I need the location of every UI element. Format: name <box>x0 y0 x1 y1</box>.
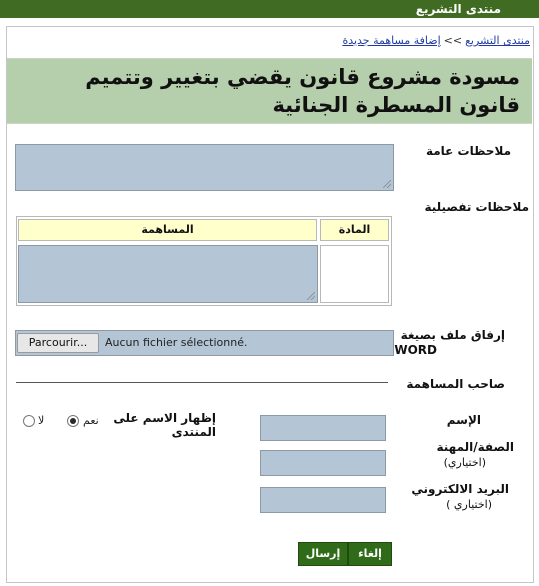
role-input[interactable] <box>260 450 386 476</box>
section-divider <box>16 382 388 383</box>
general-notes-textarea[interactable] <box>15 144 394 191</box>
cancel-button[interactable]: إلغاء <box>348 542 392 566</box>
radio-yes[interactable] <box>67 415 79 427</box>
name-label: الإسم <box>446 413 481 427</box>
file-status-text: Aucun fichier sélectionné. <box>105 336 248 349</box>
name-input[interactable] <box>260 415 386 441</box>
author-section-title: صاحب المساهمة <box>406 377 505 391</box>
attach-label: إرفاق ملف بصيغة <box>400 328 505 342</box>
general-notes-label: ملاحظات عامة <box>425 144 511 158</box>
table-header-article: المادة <box>320 219 389 241</box>
contribution-textarea[interactable] <box>18 245 318 303</box>
radio-yes-label: نعم <box>83 414 99 427</box>
breadcrumb-current-link[interactable]: إضافة مساهمة جديدة <box>342 34 441 47</box>
radio-no-label: لا <box>38 414 45 427</box>
table-header-contribution: المساهمة <box>18 219 317 241</box>
file-input[interactable] <box>15 330 394 356</box>
email-input[interactable] <box>260 487 386 513</box>
page-title-band <box>7 58 532 124</box>
breadcrumb <box>300 34 530 47</box>
resize-grip-icon[interactable] <box>307 292 315 300</box>
role-label: الصفة/المهنة <box>436 440 514 454</box>
article-cell[interactable] <box>320 245 389 303</box>
browse-button[interactable]: Parcourir... <box>17 333 99 353</box>
email-label: البريد الالكتروني <box>411 482 509 496</box>
radio-no[interactable] <box>23 415 35 427</box>
top-header-bar <box>0 0 539 18</box>
page-title: مسودة مشروع قانون يقضي بتغيير وتتميم قانون المسطرة الجنائية <box>85 65 520 117</box>
submit-button[interactable]: إرسال <box>298 542 348 566</box>
email-optional-hint: (اختياري ) <box>446 498 492 511</box>
forum-title: منتدى التشريع <box>415 2 501 16</box>
show-name-label: إظهار الاسم على المنتدى <box>113 411 216 439</box>
attach-format-label: WORD <box>394 343 437 357</box>
detailed-notes-table <box>16 216 392 306</box>
breadcrumb-home-link[interactable]: منتدى التشريع <box>465 34 530 47</box>
detailed-notes-label: ملاحظات تفصيلية <box>424 200 529 214</box>
resize-grip-icon[interactable] <box>383 180 391 188</box>
role-optional-hint: (اختياري) <box>443 456 486 469</box>
breadcrumb-separator: >> <box>443 34 463 47</box>
